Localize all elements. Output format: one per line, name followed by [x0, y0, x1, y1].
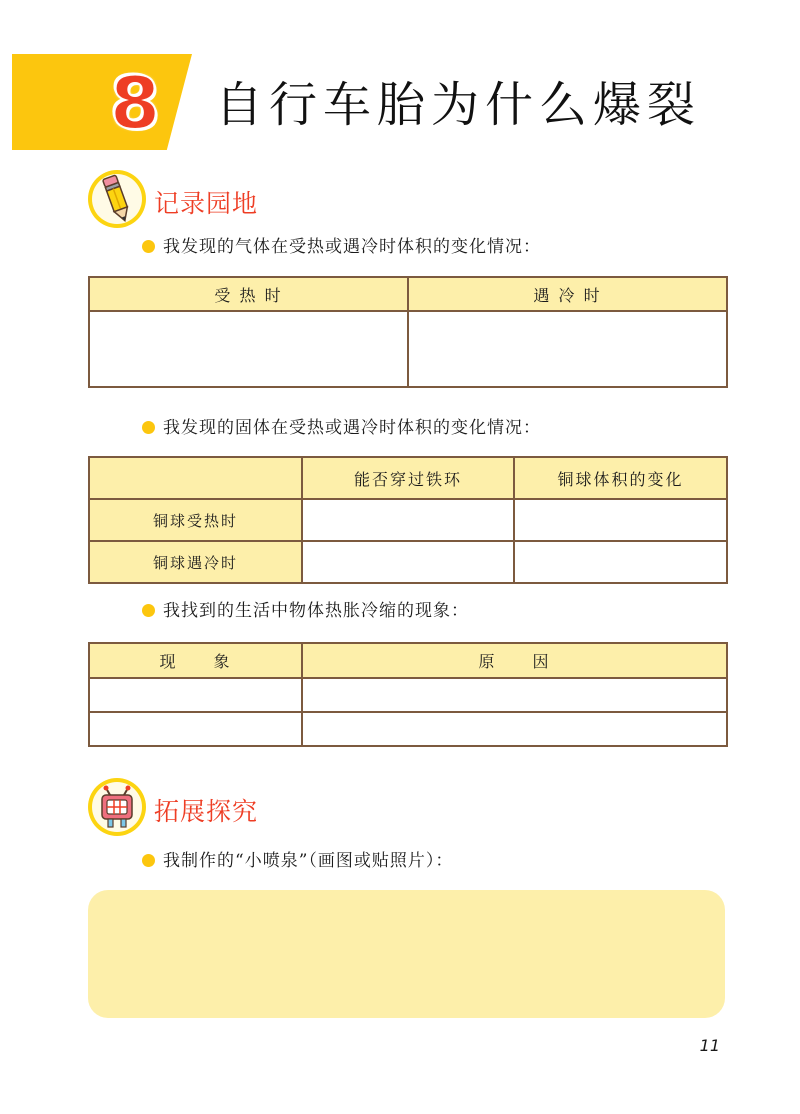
header-reason: 原 因	[302, 643, 727, 678]
page-number: 11	[699, 1036, 720, 1055]
header-heated: 受 热 时	[89, 277, 408, 311]
solid-prompt-text: 我发现的固体在受热或遇冷时体积的变化情况：	[163, 418, 541, 438]
phenomenon-cell-1[interactable]	[89, 678, 302, 712]
gas-heated-cell[interactable]	[89, 311, 408, 387]
gas-table	[88, 276, 728, 388]
row-ball-cooled: 铜球遇冷时	[89, 541, 302, 583]
cooled-pass-cell[interactable]	[302, 541, 514, 583]
fountain-prompt	[142, 849, 453, 873]
life-prompt	[142, 599, 469, 623]
robot-badge	[88, 778, 146, 836]
explore-section-title: 拓展探究	[154, 797, 259, 826]
header-cooled: 遇 冷 时	[408, 277, 727, 311]
drawing-area[interactable]	[88, 890, 725, 1018]
chapter-number: 8	[109, 61, 161, 145]
table-header-row	[89, 643, 727, 678]
pencil-icon	[88, 170, 146, 228]
robot-icon	[88, 778, 146, 836]
pencil-badge	[88, 170, 146, 228]
solid-prompt	[142, 416, 541, 440]
phenomenon-cell-2[interactable]	[89, 712, 302, 746]
fountain-prompt-text: 我制作的“小喷泉”（画图或贴照片）：	[163, 851, 454, 871]
cooled-volume-cell[interactable]	[514, 541, 727, 583]
table-row	[89, 541, 727, 583]
table-header-row	[89, 277, 727, 311]
record-section-header	[88, 170, 388, 234]
chapter-title: 自行车胎为什么爆裂	[215, 77, 702, 133]
heated-volume-cell[interactable]	[514, 499, 727, 541]
header-pass-ring: 能否穿过铁环	[302, 457, 514, 499]
table-header-row	[89, 457, 727, 499]
life-prompt-text: 我找到的生活中物体热胀冷缩的现象：	[163, 601, 469, 621]
record-section-title: 记录园地	[154, 189, 259, 218]
table-row	[89, 499, 727, 541]
reason-cell-2[interactable]	[302, 712, 727, 746]
bullet-dot-icon	[142, 854, 155, 867]
header-phenomenon: 现 象	[89, 643, 302, 678]
chapter-banner	[12, 54, 192, 150]
table-row	[89, 678, 727, 712]
bullet-dot-icon	[142, 604, 155, 617]
life-table	[88, 642, 728, 747]
header-blank	[89, 457, 302, 499]
heated-pass-cell[interactable]	[302, 499, 514, 541]
gas-cooled-cell[interactable]	[408, 311, 727, 387]
table-row	[89, 712, 727, 746]
bullet-dot-icon	[142, 421, 155, 434]
reason-cell-1[interactable]	[302, 678, 727, 712]
explore-section-header	[88, 778, 388, 842]
bullet-dot-icon	[142, 240, 155, 253]
row-ball-heated: 铜球受热时	[89, 499, 302, 541]
header-volume-change: 铜球体积的变化	[514, 457, 727, 499]
solid-table	[88, 456, 728, 584]
table-row	[89, 311, 727, 387]
gas-prompt	[142, 235, 541, 259]
gas-prompt-text: 我发现的气体在受热或遇冷时体积的变化情况：	[163, 237, 541, 257]
